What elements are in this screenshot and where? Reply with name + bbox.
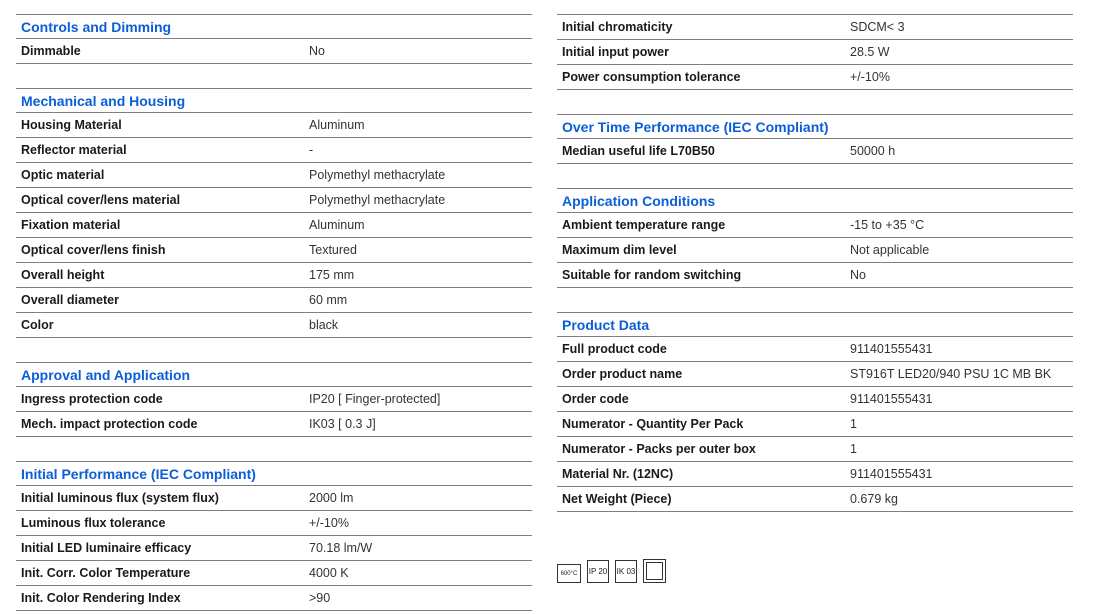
spec-row xyxy=(557,65,1073,90)
temperature-rating-label: 600°C xyxy=(560,570,578,577)
spec-value: >90 xyxy=(309,591,331,605)
spec-label: Initial LED luminaire efficacy xyxy=(21,541,192,555)
ip-rating-label: IP 20 xyxy=(588,567,608,576)
spec-row xyxy=(16,586,532,611)
spec-value: Aluminum xyxy=(309,218,365,232)
section-spacer xyxy=(16,64,532,88)
spec-label: Fixation material xyxy=(21,218,121,232)
spec-label: Numerator - Packs per outer box xyxy=(562,442,756,456)
spec-row xyxy=(557,362,1073,387)
spec-label: Ambient temperature range xyxy=(562,218,726,232)
spec-value: -15 to +35 °C xyxy=(850,218,925,232)
spec-value: Textured xyxy=(309,243,357,257)
spec-value: 28.5 W xyxy=(850,45,890,59)
spec-row xyxy=(16,412,532,437)
certification-icons xyxy=(557,559,666,583)
spec-label: Mech. impact protection code xyxy=(21,417,198,431)
section-title-product-data: Product Data xyxy=(557,312,1073,337)
spec-value: black xyxy=(309,318,339,332)
ik-rating-label: IK 03 xyxy=(616,567,636,576)
spec-label: Power consumption tolerance xyxy=(562,70,741,84)
ip-rating-icon xyxy=(587,560,609,583)
spec-row xyxy=(557,387,1073,412)
spec-value: Aluminum xyxy=(309,118,365,132)
spec-row xyxy=(557,487,1073,512)
spec-row xyxy=(16,138,532,163)
spec-row xyxy=(16,188,532,213)
spec-value: No xyxy=(850,268,866,282)
spec-label: Init. Color Rendering Index xyxy=(21,591,181,605)
section-title-over-time-performance-iec-compliant: Over Time Performance (IEC Compliant) xyxy=(557,114,1073,139)
spec-row xyxy=(16,163,532,188)
spec-value: 4000 K xyxy=(309,566,349,580)
spec-label: Order product name xyxy=(562,367,683,381)
spec-row xyxy=(16,561,532,586)
spec-value: SDCM< 3 xyxy=(850,20,905,34)
spec-value: No xyxy=(309,44,325,58)
spec-value: - xyxy=(309,143,314,157)
spec-value: 60 mm xyxy=(309,293,348,307)
spec-row xyxy=(16,313,532,338)
spec-row xyxy=(557,40,1073,65)
section-title-initial-performance-iec-compliant: Initial Performance (IEC Compliant) xyxy=(16,461,532,486)
spec-row xyxy=(16,238,532,263)
spec-label: Optic material xyxy=(21,168,105,182)
spec-label: Overall height xyxy=(21,268,105,282)
spec-row xyxy=(16,288,532,313)
spec-value: Polymethyl methacrylate xyxy=(309,168,446,182)
section-spacer xyxy=(557,90,1073,114)
spec-label: Net Weight (Piece) xyxy=(562,492,672,506)
spec-value: 175 mm xyxy=(309,268,355,282)
spec-row xyxy=(557,213,1073,238)
spec-label: Initial luminous flux (system flux) xyxy=(21,491,219,505)
spec-value: 1 xyxy=(850,442,857,456)
spec-row xyxy=(16,39,532,64)
spec-row xyxy=(557,15,1073,40)
spec-value: ST916T LED20/940 PSU 1C MB BK xyxy=(850,367,1052,381)
spec-value: IP20 [ Finger-protected] xyxy=(309,392,441,406)
spec-row xyxy=(557,238,1073,263)
spec-label: Init. Corr. Color Temperature xyxy=(21,566,191,580)
spec-row xyxy=(16,113,532,138)
spec-row xyxy=(16,213,532,238)
spec-label: Full product code xyxy=(562,342,667,356)
spec-value: Not applicable xyxy=(850,243,930,257)
spec-label: Order code xyxy=(562,392,629,406)
spec-value: 2000 lm xyxy=(309,491,354,505)
spec-value: 911401555431 xyxy=(850,467,933,481)
spec-row xyxy=(16,536,532,561)
spec-label: Initial chromaticity xyxy=(562,20,673,34)
spec-label: Maximum dim level xyxy=(562,243,677,257)
spec-label: Color xyxy=(21,318,54,332)
spec-value: +/-10% xyxy=(850,70,890,84)
spec-label: Material Nr. (12NC) xyxy=(562,467,674,481)
section-spacer xyxy=(16,437,532,461)
spec-label: Optical cover/lens finish xyxy=(21,243,166,257)
section-title-application-conditions: Application Conditions xyxy=(557,188,1073,213)
section-spacer xyxy=(557,288,1073,312)
spec-label: Housing Material xyxy=(21,118,122,132)
spec-row xyxy=(16,511,532,536)
spec-value: 1 xyxy=(850,417,857,431)
spec-value: 911401555431 xyxy=(850,392,933,406)
section-title-mechanical-and-housing: Mechanical and Housing xyxy=(16,88,532,113)
spec-value: 0.679 kg xyxy=(850,492,898,506)
section-spacer xyxy=(557,164,1073,188)
right-spec-column xyxy=(557,14,1073,512)
spec-label: Median useful life L70B50 xyxy=(562,144,715,158)
spec-row xyxy=(16,486,532,511)
spec-value: 911401555431 xyxy=(850,342,933,356)
spec-label: Optical cover/lens material xyxy=(21,193,181,207)
spec-value: 70.18 lm/W xyxy=(309,541,373,555)
spec-value: 50000 h xyxy=(850,144,896,158)
spec-value: +/-10% xyxy=(309,516,349,530)
section-title-controls-and-dimming: Controls and Dimming xyxy=(16,14,532,39)
spec-row xyxy=(557,412,1073,437)
spec-label: Suitable for random switching xyxy=(562,268,742,282)
spec-row xyxy=(557,437,1073,462)
spec-row xyxy=(16,387,532,412)
section-spacer xyxy=(16,338,532,362)
spec-row xyxy=(16,263,532,288)
temperature-rating-icon xyxy=(557,564,581,583)
spec-label: Overall diameter xyxy=(21,293,119,307)
class-ii-icon xyxy=(643,559,666,583)
spec-row xyxy=(557,139,1073,164)
spec-label: Dimmable xyxy=(21,44,81,58)
spec-label: Luminous flux tolerance xyxy=(21,516,166,530)
spec-row xyxy=(557,462,1073,487)
spec-row xyxy=(557,263,1073,288)
spec-value: IK03 [ 0.3 J] xyxy=(309,417,376,431)
spec-value: Polymethyl methacrylate xyxy=(309,193,446,207)
spec-row xyxy=(557,337,1073,362)
spec-label: Ingress protection code xyxy=(21,392,163,406)
spec-label: Numerator - Quantity Per Pack xyxy=(562,417,744,431)
ik-rating-icon xyxy=(615,560,637,583)
section-title-approval-and-application: Approval and Application xyxy=(16,362,532,387)
spec-label: Reflector material xyxy=(21,143,127,157)
left-spec-column xyxy=(16,14,532,611)
spec-label: Initial input power xyxy=(562,45,669,59)
